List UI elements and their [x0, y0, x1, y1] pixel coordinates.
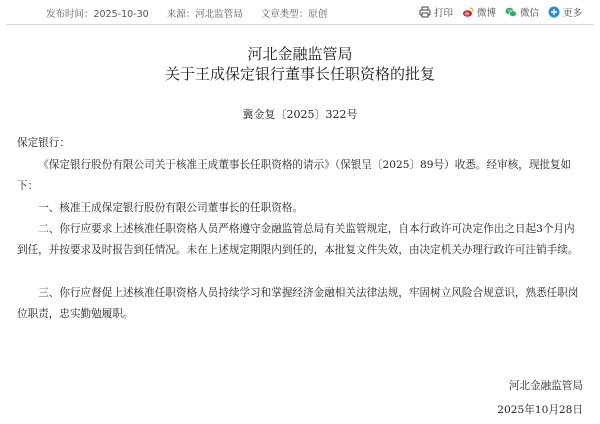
publish-time: 发布时间：2025-10-30: [46, 9, 149, 20]
more-label: 更多: [562, 8, 582, 19]
print-label: 打印: [433, 8, 453, 19]
weibo-label: 微博: [476, 8, 496, 19]
doc-signature: 河北金融监管局: [508, 380, 583, 392]
print-button[interactable]: [419, 5, 453, 19]
source: 来源：河北监管局: [166, 9, 243, 20]
doc-date: 2025年10月28日: [497, 404, 583, 416]
wechat-icon: [505, 6, 517, 18]
article-type: 文章类型：原创: [260, 9, 328, 20]
doc-title: 关于王成保定银行董事长任职资格的批复: [164, 65, 435, 83]
meta-bar: [0, 0, 600, 24]
doc-number: 冀金复〔2025〕322号: [242, 108, 358, 121]
meta-info: [46, 6, 327, 20]
doc-paragraph: 一、核准王成保定银行股份有限公司董事长的任职资格。: [38, 202, 304, 214]
wechat-share-button[interactable]: [505, 5, 539, 19]
more-share-button[interactable]: [548, 5, 582, 19]
doc-paragraph: 二、你行应要求上述核准任职资格人员严格遵守金融监管总局有关监管规定，自本行政许可决定作出之日起3个月内到任，并按要求及时报告到任情况。未在上述规定期限内到任的，本批复文件失效，由决定机关办理行政许可注销手续。: [17, 223, 579, 256]
doc-paragraph: 《保定银行股份有限公司关于核准王成董事长任职资格的请示》（保银呈〔2025〕89号）收悉。经审核，现批复如下：: [17, 159, 572, 192]
wechat-label: 微信: [519, 8, 539, 19]
share-bar: [419, 5, 582, 19]
doc-issuer-title: 河北金融监管局: [247, 45, 353, 63]
header-divider: [6, 24, 594, 25]
weibo-share-button[interactable]: [462, 5, 496, 19]
printer-icon: [419, 6, 431, 18]
doc-greeting: 保定银行：: [17, 137, 70, 149]
weibo-icon: [462, 6, 474, 18]
more-icon: [548, 6, 560, 18]
doc-paragraph: 三、你行应督促上述核准任职资格人员持续学习和掌握经济金融相关法律法规，牢固树立风险合规意识，熟悉任职岗位职责，忠实勤勉履职。: [17, 287, 579, 320]
